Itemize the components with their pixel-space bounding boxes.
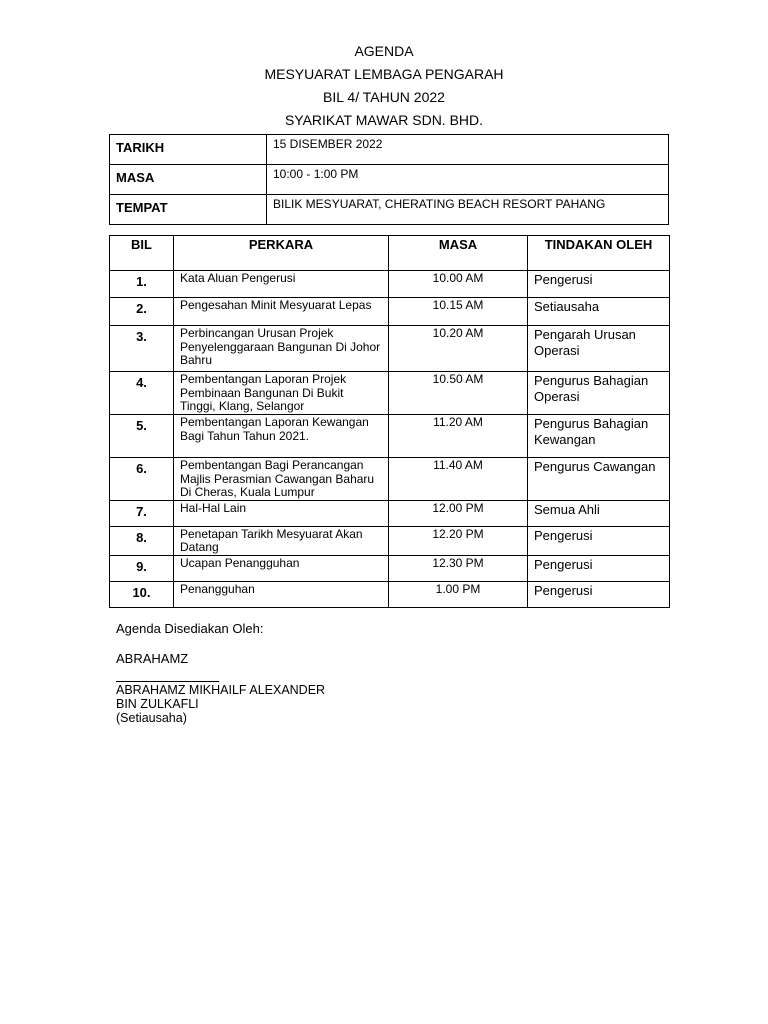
table-row bbox=[110, 581, 670, 607]
row-tindakan: Pengurus Cawangan bbox=[528, 458, 670, 501]
table-row bbox=[110, 415, 670, 458]
row-masa: 11.20 AM bbox=[389, 415, 528, 458]
row-perkara: Pengesahan Minit Mesyuarat Lepas bbox=[174, 298, 389, 326]
row-tindakan: Pengerusi bbox=[528, 581, 670, 607]
row-masa: 10.00 AM bbox=[389, 271, 528, 298]
row-perkara: Penetapan Tarikh Mesyuarat Akan Datang bbox=[174, 526, 389, 555]
table-row bbox=[110, 555, 670, 581]
role: (Setiausaha) bbox=[116, 711, 187, 725]
name-line-1: ABRAHAMZ MIKHAILF ALEXANDER bbox=[116, 683, 326, 697]
info-row-tarikh bbox=[110, 135, 669, 165]
table-row bbox=[110, 500, 670, 526]
row-tindakan: Pengerusi bbox=[528, 526, 670, 555]
row-perkara: Penangguhan bbox=[174, 581, 389, 607]
row-masa: 10.15 AM bbox=[389, 298, 528, 326]
row-tindakan: Pengerusi bbox=[528, 555, 670, 581]
signature: ABRAHAMZ bbox=[116, 651, 189, 666]
row-bil: 1. bbox=[110, 271, 174, 298]
agenda-table bbox=[109, 235, 670, 608]
row-perkara: Ucapan Penangguhan bbox=[174, 555, 389, 581]
tempat-label: TEMPAT bbox=[110, 195, 267, 225]
tarikh-label: TARIKH bbox=[110, 135, 267, 165]
info-row-tempat bbox=[110, 195, 669, 225]
header-masa: MASA bbox=[389, 236, 528, 271]
table-row bbox=[110, 372, 670, 415]
table-row bbox=[110, 298, 670, 326]
row-bil: 9. bbox=[110, 555, 174, 581]
prepared-by-label: Agenda Disediakan Oleh: bbox=[116, 621, 264, 636]
agenda-title: AGENDA bbox=[354, 43, 414, 59]
meeting-title: MESYUARAT LEMBAGA PENGARAH bbox=[264, 66, 504, 82]
row-bil: 4. bbox=[110, 372, 174, 415]
header-tindakan: TINDAKAN OLEH bbox=[528, 236, 670, 271]
row-perkara: Pembentangan Laporan Projek Pembinaan Bangunan Di Bukit Tinggi, Klang, Selangor bbox=[174, 372, 389, 415]
masa-label: MASA bbox=[110, 165, 267, 195]
table-row bbox=[110, 526, 670, 555]
row-bil: 7. bbox=[110, 500, 174, 526]
row-tindakan: Pengurus Bahagian Operasi bbox=[528, 372, 670, 415]
row-masa: 12.20 PM bbox=[389, 526, 528, 555]
table-row bbox=[110, 458, 670, 501]
tarikh-value: 15 DISEMBER 2022 bbox=[267, 135, 669, 165]
row-tindakan: Pengerusi bbox=[528, 271, 670, 298]
row-perkara: Pembentangan Bagi Perancangan Majlis Perasmian Cawangan Baharu Di Cheras, Kuala Lumpur bbox=[174, 458, 389, 501]
row-perkara: Hal-Hal Lain bbox=[174, 500, 389, 526]
meeting-info-table bbox=[109, 134, 669, 225]
row-perkara: Pembentangan Laporan Kewangan Bagi Tahun Tahun 2021. bbox=[174, 415, 389, 458]
header-bil: BIL bbox=[110, 236, 174, 271]
agenda-header-row bbox=[110, 236, 670, 271]
row-perkara: Perbincangan Urusan Projek Penyelenggaraan Bangunan Di Johor Bahru bbox=[174, 326, 389, 372]
company-name: SYARIKAT MAWAR SDN. BHD. bbox=[284, 112, 484, 128]
tempat-value: BILIK MESYUARAT, CHERATING BEACH RESORT PAHANG bbox=[267, 195, 669, 225]
table-row bbox=[110, 326, 670, 372]
row-masa: 10.20 AM bbox=[389, 326, 528, 372]
row-tindakan: Pengurus Bahagian Kewangan bbox=[528, 415, 670, 458]
row-masa: 11.40 AM bbox=[389, 458, 528, 501]
row-masa: 12.00 PM bbox=[389, 500, 528, 526]
table-row bbox=[110, 271, 670, 298]
header-perkara: PERKARA bbox=[174, 236, 389, 271]
row-tindakan: Setiausaha bbox=[528, 298, 670, 326]
row-bil: 8. bbox=[110, 526, 174, 555]
row-bil: 10. bbox=[110, 581, 174, 607]
row-tindakan: Semua Ahli bbox=[528, 500, 670, 526]
signature-line bbox=[116, 681, 219, 682]
row-bil: 6. bbox=[110, 458, 174, 501]
info-row-masa bbox=[110, 165, 669, 195]
row-masa: 10.50 AM bbox=[389, 372, 528, 415]
row-bil: 3. bbox=[110, 326, 174, 372]
name-line-2: BIN ZULKAFLI bbox=[116, 697, 199, 711]
row-perkara: Kata Aluan Pengerusi bbox=[174, 271, 389, 298]
row-masa: 1.00 PM bbox=[389, 581, 528, 607]
meeting-number: BIL 4/ TAHUN 2022 bbox=[323, 89, 445, 105]
masa-value: 10:00 - 1:00 PM bbox=[267, 165, 669, 195]
row-masa: 12.30 PM bbox=[389, 555, 528, 581]
row-bil: 5. bbox=[110, 415, 174, 458]
row-bil: 2. bbox=[110, 298, 174, 326]
row-tindakan: Pengarah Urusan Operasi bbox=[528, 326, 670, 372]
